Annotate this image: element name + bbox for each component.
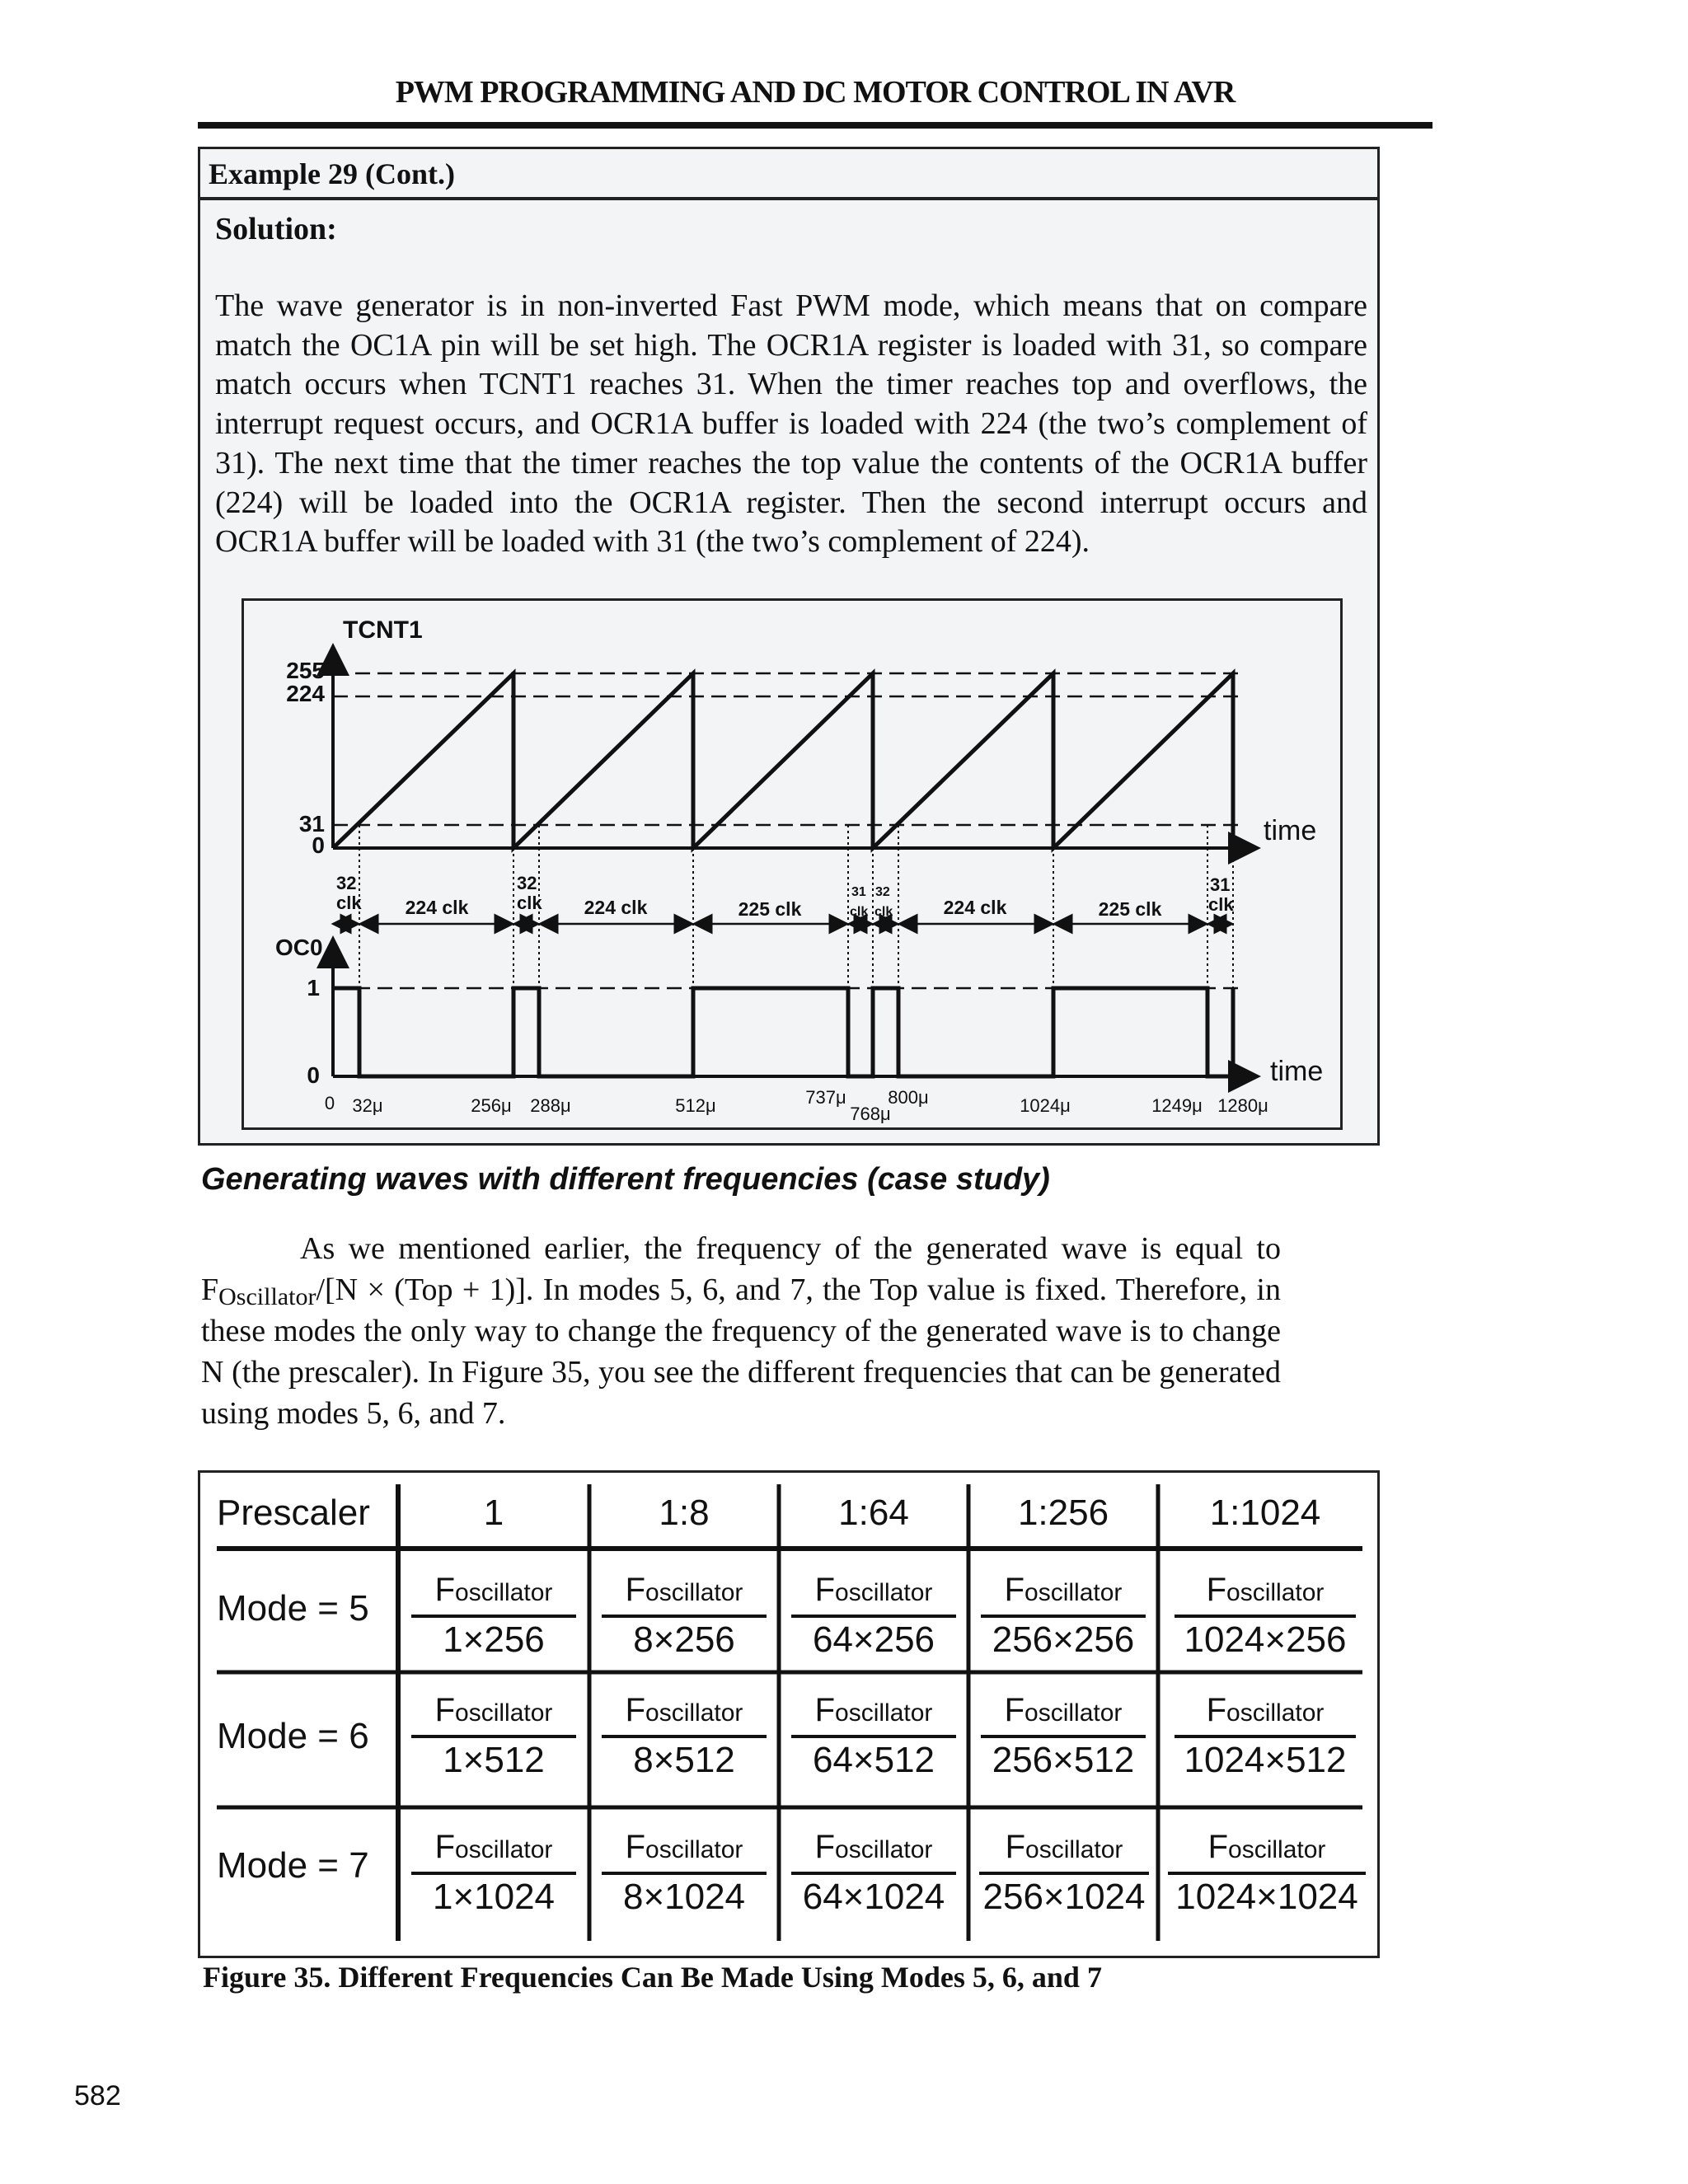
oc-tick-1: 1: [307, 975, 320, 1001]
time-tick-288u: 288μ: [530, 1095, 571, 1116]
clk-label-4-num: 32: [875, 885, 890, 899]
clk-label-3-num: 31: [851, 885, 866, 899]
time-tick-1280u: 1280μ: [1217, 1095, 1268, 1116]
clk-label-3-unit: clk: [850, 905, 869, 919]
time-tick-768u: 768μ: [850, 1104, 891, 1124]
freq-cell: Foscillator 64×1024: [783, 1827, 964, 1916]
freq-cell: Foscillator 1×256: [403, 1570, 584, 1659]
solution-text: The wave generator is in non-inverted Fast PWM mode, which means that on compare match the OC1A pin will be set high. The OCR1A register is loaded with 31, so compare match occurs when TCNT1 reaches 31. When the timer reaches top and overflows, the interrupt request occurs, and OCR1A buffer is loaded with 224 (the two’s complement of 31). The next time that the timer reaches the top value the contents of the OCR1A buffer (224) will be loaded into the OCR1A register. Then the second interrupt occurs and OCR1A buffer will be loaded with 31 (the two’s complement of 224).: [215, 288, 1367, 560]
freq-cell: Foscillator 1×512: [403, 1690, 584, 1779]
freq-cell: Foscillator 1024×256: [1166, 1570, 1364, 1659]
seg-label-4: 224 clk: [943, 897, 1007, 918]
freq-cell: Foscillator 256×1024: [971, 1827, 1157, 1916]
prescaler-header: Prescaler: [217, 1493, 370, 1533]
column-header-1-1024: 1:1024: [1209, 1493, 1321, 1533]
column-header-1-8: 1:8: [659, 1493, 710, 1533]
y-tick-31: 31: [298, 811, 325, 837]
time-tick-512u: 512μ: [675, 1095, 716, 1116]
freq-cell: Foscillator 8×512: [593, 1690, 775, 1779]
para-sub: Oscillator: [218, 1283, 316, 1310]
oc-tick-0: 0: [307, 1062, 320, 1088]
freq-cell: Foscillator 8×256: [593, 1570, 775, 1659]
time-markers: [359, 825, 1233, 1076]
time-tick-737u: 737μ: [805, 1087, 846, 1108]
row-label-mode-5: Mode = 5: [217, 1588, 369, 1629]
seg-label-2: 224 clk: [584, 897, 648, 918]
clk-label-5-unit: clk: [1208, 894, 1234, 915]
tcnt-label: TCNT1: [343, 616, 423, 644]
figure-caption: Figure 35. Different Frequencies Can Be Made Using Modes 5, 6, and 7: [203, 1961, 1102, 1994]
time-label-top: time: [1264, 815, 1317, 846]
row-label-mode-6: Mode = 6: [217, 1716, 369, 1756]
case-study-title: Generating waves with different frequencies (case study): [201, 1162, 1050, 1197]
page-number: 582: [74, 2080, 121, 2111]
seg-label-1: 224 clk: [405, 897, 469, 918]
timing-diagram: [241, 598, 1343, 1130]
clk-label-5-num: 31: [1210, 874, 1231, 895]
time-tick-1249u: 1249μ: [1151, 1095, 1203, 1116]
seg-label-5: 225 clk: [1098, 898, 1162, 920]
freq-cell: Foscillator 1024×1024: [1160, 1827, 1374, 1916]
column-header-1: 1: [483, 1493, 504, 1533]
time-tick-0: 0: [324, 1093, 335, 1113]
page-header: PWM PROGRAMMING AND DC MOTOR CONTROL IN AVR: [395, 75, 1236, 110]
freq-cell: Foscillator 64×256: [783, 1570, 964, 1659]
clk-label-1-unit: clk: [336, 893, 362, 913]
freq-cell: Foscillator 64×512: [783, 1690, 964, 1779]
seg-label-3: 225 clk: [738, 898, 802, 920]
clk-label-4-unit: clk: [874, 905, 893, 919]
example-box: [198, 147, 1380, 1146]
header-rule: [198, 122, 1432, 129]
case-study-paragraph: [201, 1228, 1281, 1434]
clk-label-1-num: 32: [336, 873, 357, 893]
para-text-1: As we mentioned earlier, the frequency of the generated wave is equal to F: [201, 1231, 1281, 1307]
oc-label: OC0: [275, 935, 323, 960]
column-header-1-256: 1:256: [1017, 1493, 1109, 1533]
freq-cell: Foscillator 256×256: [973, 1570, 1154, 1659]
time-tick-800u: 800μ: [888, 1087, 929, 1108]
y-tick-255: 255: [286, 658, 325, 683]
freq-cell: Foscillator 1024×512: [1166, 1690, 1364, 1779]
row-label-mode-7: Mode = 7: [217, 1845, 369, 1886]
freq-cell: Foscillator 1×1024: [403, 1827, 584, 1916]
clk-label-2-num: 32: [517, 873, 537, 893]
tcnt-sawtooth: [333, 673, 1233, 848]
oc-waveform: [333, 988, 1233, 1076]
solution-label: Solution:: [215, 212, 337, 246]
time-tick-1024u: 1024μ: [1020, 1095, 1071, 1116]
frequency-table: [198, 1470, 1380, 1958]
clk-label-2-unit: clk: [517, 893, 542, 913]
y-tick-224: 224: [286, 681, 325, 706]
time-label-bottom: time: [1270, 1056, 1324, 1087]
y-tick-0: 0: [312, 832, 325, 858]
time-tick-256u: 256μ: [471, 1095, 512, 1116]
example-title: Example 29 (Cont.): [200, 149, 1377, 200]
timing-diagram-svg: [244, 601, 1340, 1128]
para-text-2: /[N × (Top + 1)]. In modes 5, 6, and 7, the Top value is fixed. Therefore, in these modes the only way to change the frequency of the generated wave is to change N (the prescaler). In Figure 35, you see the different frequencies that can be generated using modes 5, 6, and 7.: [201, 1272, 1281, 1431]
freq-cell: Foscillator 256×512: [973, 1690, 1154, 1779]
freq-cell: Foscillator 8×1024: [593, 1827, 775, 1916]
column-header-1-64: 1:64: [838, 1493, 909, 1533]
time-tick-32u: 32μ: [352, 1095, 383, 1116]
